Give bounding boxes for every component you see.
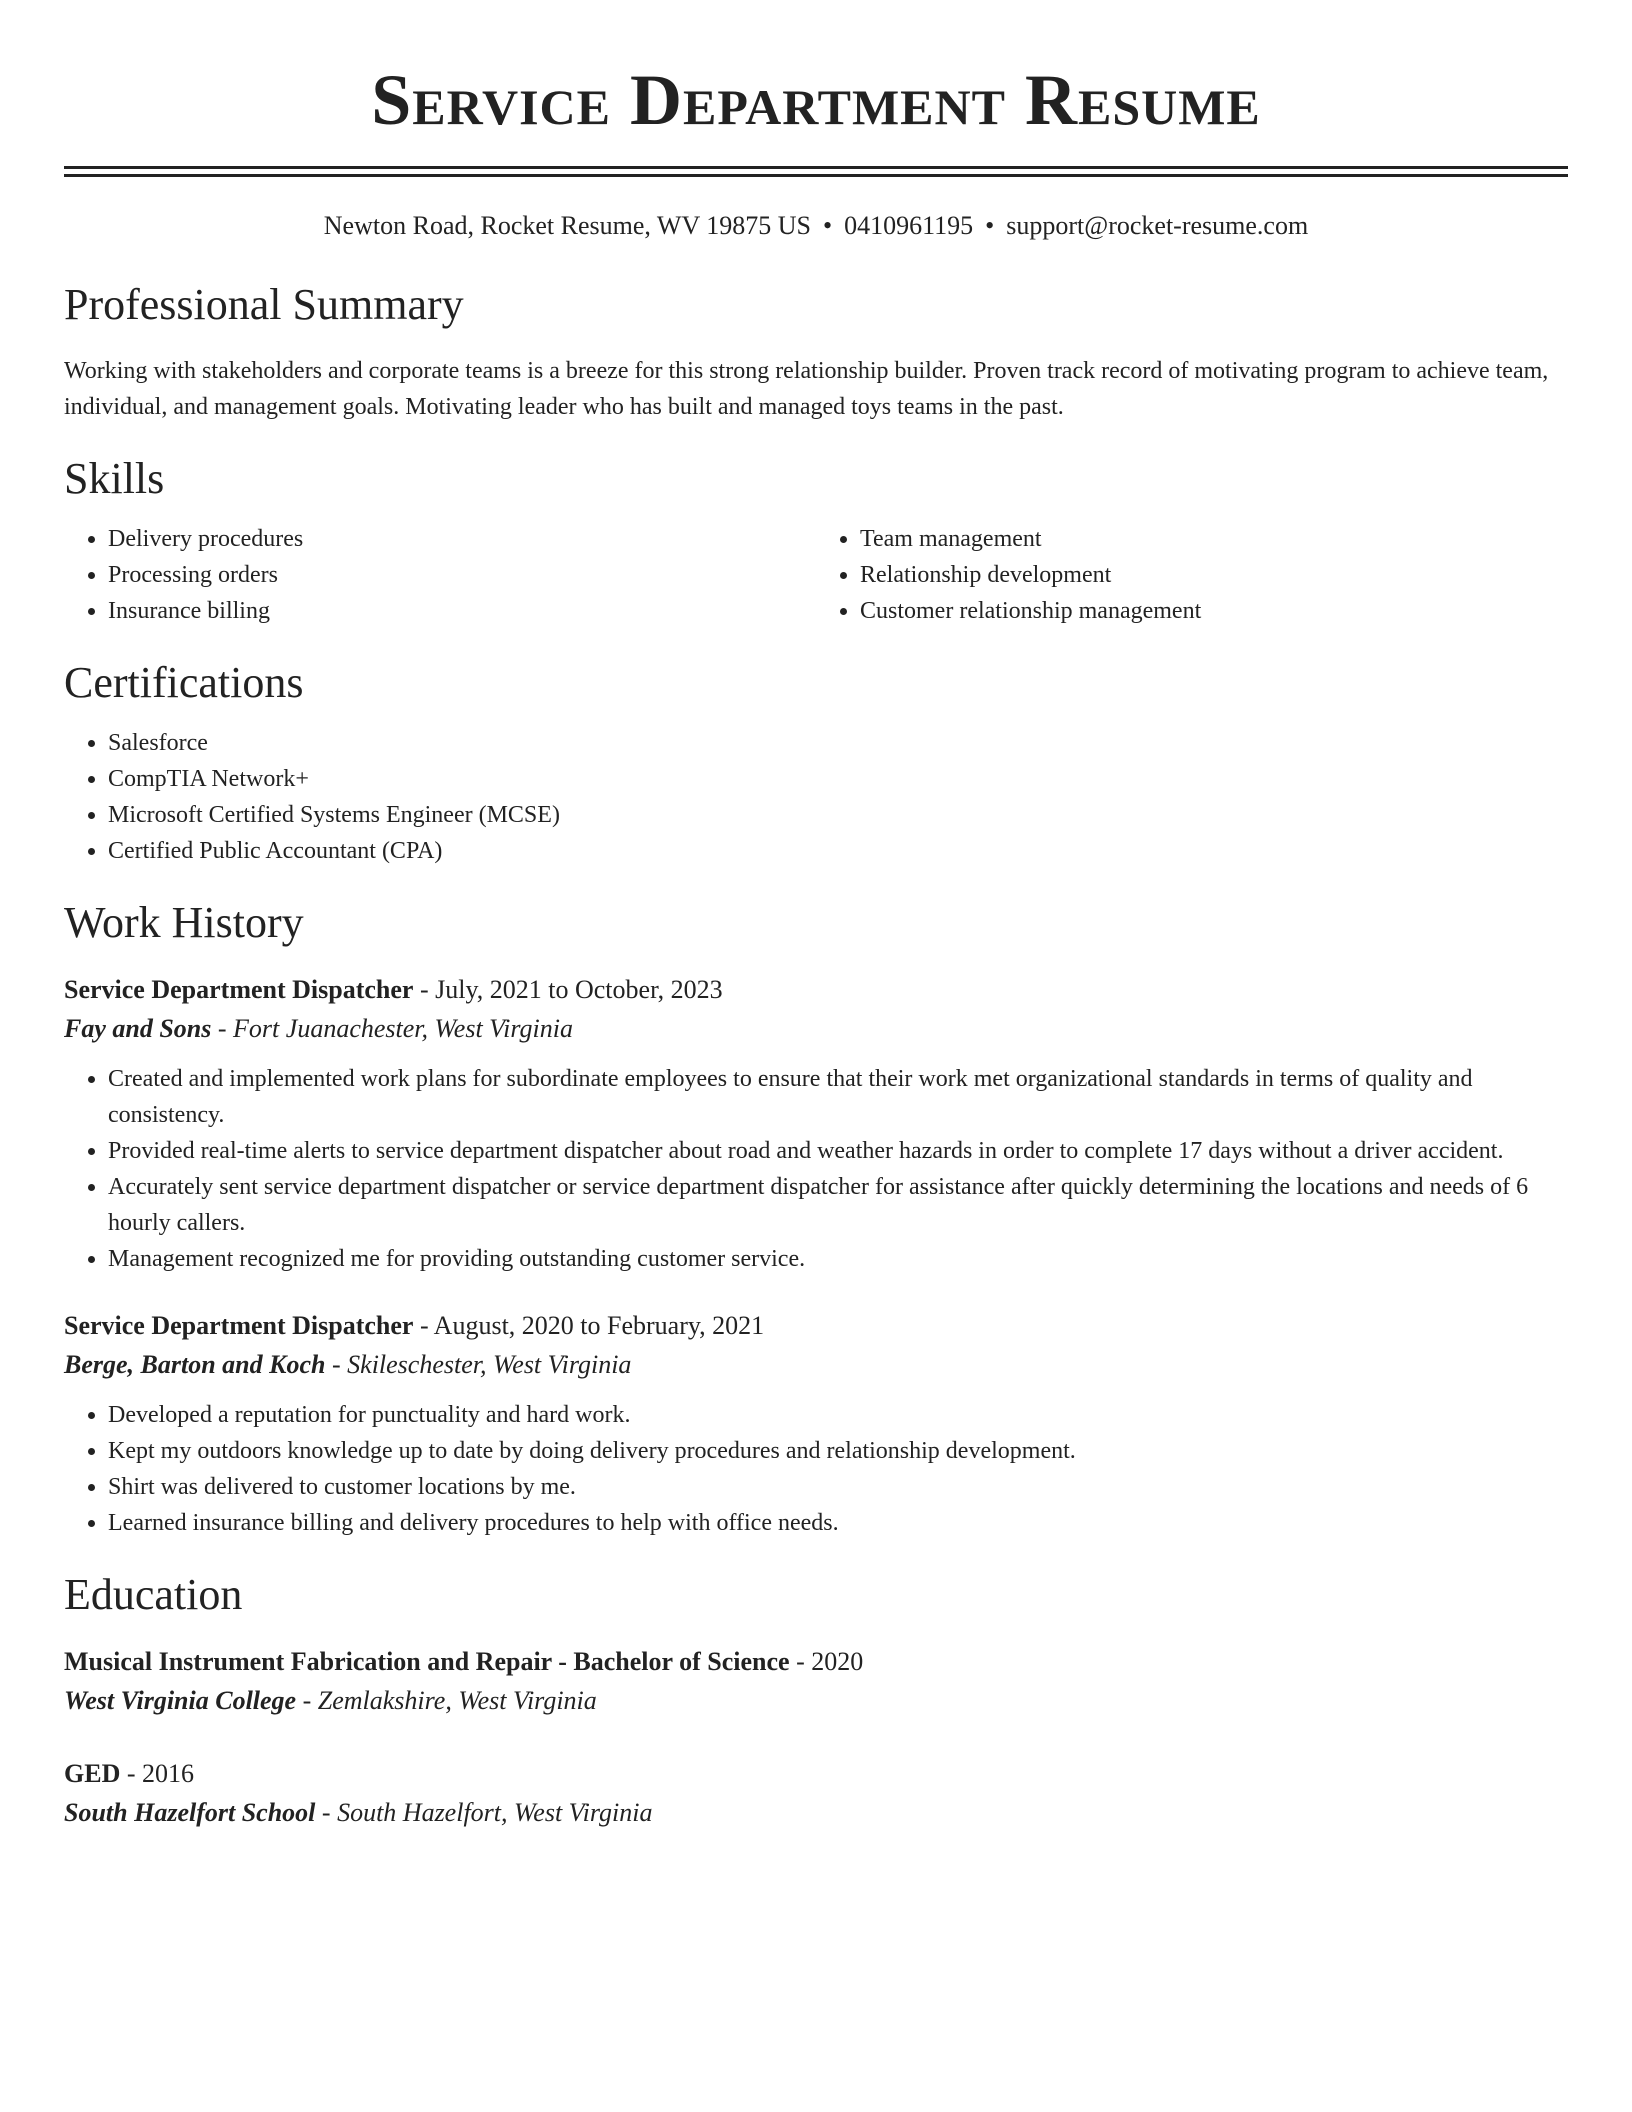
list-item: • Developed a reputation for punctuality and hard work. — [108, 1397, 1568, 1433]
job-location: - Skileschester, West Virginia — [325, 1350, 632, 1379]
contact-separator: • — [823, 211, 833, 240]
education-section — [64, 1569, 1568, 1833]
list-item: • Team management — [860, 521, 1568, 557]
list-item: • Accurately sent service department dispatcher or service department dispatcher for assistance after quickly determining the locations and needs of 6 hourly callers. — [108, 1169, 1568, 1241]
list-item: • Created and implemented work plans for subordinate employees to ensure that their work met organizational standards in terms of quality and consistency. — [108, 1061, 1568, 1133]
list-item: • Shirt was delivered to customer locations by me. — [108, 1469, 1568, 1505]
contact-email: support@rocket-resume.com — [1006, 211, 1309, 240]
skills-list-right — [816, 521, 1568, 629]
list-item: • Kept my outdoors knowledge up to date by doing delivery procedures and relationship development. — [108, 1433, 1568, 1469]
work-history-section — [64, 897, 1568, 1541]
degree-line — [64, 1755, 1568, 1793]
list-item: • Management recognized me for providing outstanding customer service. — [108, 1241, 1568, 1277]
job-dates: - July, 2021 to October, 2023 — [413, 975, 723, 1004]
job-title: Service Department Dispatcher — [64, 975, 414, 1004]
job-company: Fay and Sons — [64, 1014, 212, 1043]
degree: Musical Instrument Fabrication and Repair - Bachelor of Science — [64, 1647, 790, 1676]
job-title: Service Department Dispatcher — [64, 1311, 414, 1340]
summary-heading: Professional Summary — [64, 280, 464, 329]
job-bullets — [64, 1061, 1568, 1277]
job-entry — [64, 1307, 1568, 1541]
list-item: • Certified Public Accountant (CPA) — [108, 833, 1568, 869]
education-entry — [64, 1755, 1568, 1833]
education-entry — [64, 1643, 1568, 1721]
skills-heading: Skills — [64, 454, 165, 503]
job-dates: - August, 2020 to February, 2021 — [413, 1311, 765, 1340]
school-line — [64, 1793, 1568, 1833]
degree: GED — [64, 1759, 121, 1788]
list-item: • Relationship development — [860, 557, 1568, 593]
skills-section — [64, 453, 1568, 629]
certifications-section — [64, 657, 1568, 869]
list-item: • Processing orders — [108, 557, 816, 593]
school-location: - Zemlakshire, West Virginia — [296, 1686, 597, 1715]
work-history-heading: Work History — [64, 898, 304, 947]
degree-year: - 2020 — [789, 1647, 864, 1676]
title-double-rule — [64, 166, 1568, 177]
school-name: West Virginia College — [64, 1686, 297, 1715]
skills-columns — [64, 521, 1568, 629]
job-company: Berge, Barton and Koch — [64, 1350, 326, 1379]
job-company-line — [64, 1009, 1568, 1049]
list-item: • Provided real-time alerts to service department dispatcher about road and weather hazards in order to complete 17 days without a driver accident. — [108, 1133, 1568, 1169]
certifications-heading: Certifications — [64, 658, 304, 707]
summary-text: Working with stakeholders and corporate teams is a breeze for this strong relationship builder. Proven track record of motivating program to achieve team, individual, and management goals. Motivating leader who has built and managed toys teams in the past. — [64, 358, 1549, 420]
list-item: • Salesforce — [108, 725, 1568, 761]
school-name: South Hazelfort School — [64, 1798, 316, 1827]
resume-title: Service Department Resume — [371, 60, 1261, 140]
list-item: • Learned insurance billing and delivery procedures to help with office needs. — [108, 1505, 1568, 1541]
skills-list-left — [64, 521, 816, 629]
list-item: • Insurance billing — [108, 593, 816, 629]
school-location: - South Hazelfort, West Virginia — [315, 1798, 653, 1827]
contact-address: Newton Road, Rocket Resume, WV 19875 US — [323, 211, 812, 240]
summary-section — [64, 279, 1568, 425]
job-location: - Fort Juanachester, West Virginia — [211, 1014, 573, 1043]
school-line — [64, 1681, 1568, 1721]
list-item: • Customer relationship management — [860, 593, 1568, 629]
list-item: • CompTIA Network+ — [108, 761, 1568, 797]
contact-line — [64, 209, 1568, 243]
job-title-line — [64, 1307, 1568, 1345]
job-title-line — [64, 971, 1568, 1009]
degree-line — [64, 1643, 1568, 1681]
degree-year: - 2016 — [120, 1759, 195, 1788]
contact-phone: 0410961195 — [844, 211, 974, 240]
job-entry — [64, 971, 1568, 1277]
list-item: • Microsoft Certified Systems Engineer (MCSE) — [108, 797, 1568, 833]
certifications-list — [64, 725, 1568, 869]
list-item: • Delivery procedures — [108, 521, 816, 557]
job-bullets — [64, 1397, 1568, 1541]
education-heading: Education — [64, 1570, 243, 1619]
contact-separator: • — [985, 211, 995, 240]
job-company-line — [64, 1345, 1568, 1385]
